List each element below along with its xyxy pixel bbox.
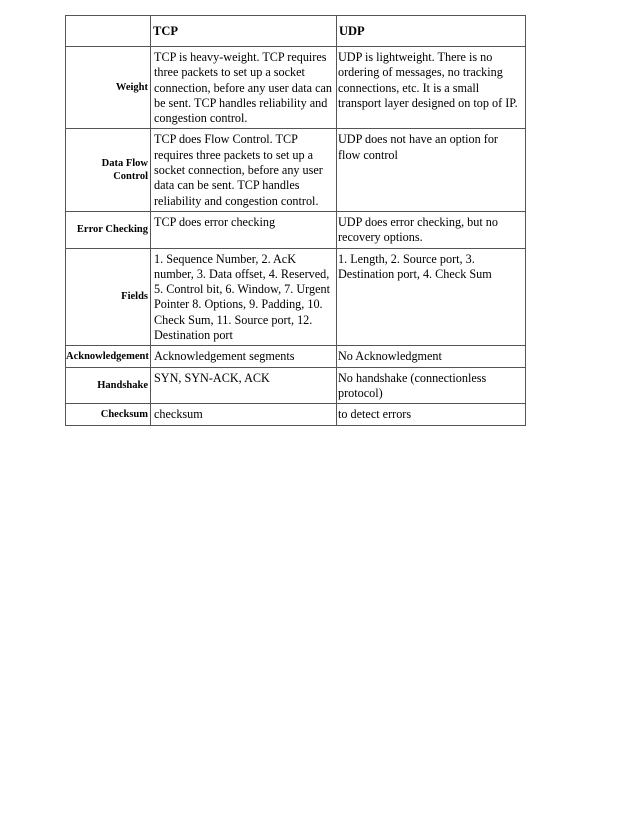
tcp-weight-cell: TCP is heavy-weight. TCP requires three packets to set up a socket connection, before any user data can be sent. TCP handles reliability and congestion control. xyxy=(151,47,337,129)
tcp-checksum-cell: checksum xyxy=(151,404,337,425)
tcp-acknowledgement-cell: Acknowledgement segments xyxy=(151,346,337,367)
table-row xyxy=(66,404,526,425)
table-row xyxy=(66,211,526,248)
udp-weight-cell: UDP is lightweight. There is no ordering of messages, no tracking connections, etc. It is a small transport layer designed on top of IP. xyxy=(337,47,526,129)
tcp-flow-control-cell: TCP does Flow Control. TCP requires three packets to set up a socket connection, before any user data can be sent. TCP handles reliability and congestion control. xyxy=(151,129,337,211)
row-label-weight: Weight xyxy=(66,47,151,129)
row-label-fields: Fields xyxy=(66,248,151,346)
table-row xyxy=(66,47,526,129)
udp-fields-cell: 1. Length, 2. Source port, 3. Destination port, 4. Check Sum xyxy=(337,248,526,346)
udp-error-checking-cell: UDP does error checking, but no recovery options. xyxy=(337,211,526,248)
tcp-udp-comparison-table xyxy=(65,15,526,426)
row-label-error-checking: Error Checking xyxy=(66,211,151,248)
udp-checksum-cell: to detect errors xyxy=(337,404,526,425)
udp-handshake-cell: No handshake (connectionless protocol) xyxy=(337,367,526,404)
row-label-data-flow-control: Data Flow Control xyxy=(66,129,151,211)
table-row xyxy=(66,367,526,404)
tcp-error-checking-cell: TCP does error checking xyxy=(151,211,337,248)
table-row xyxy=(66,248,526,346)
table-row xyxy=(66,346,526,367)
row-label-handshake: Handshake xyxy=(66,367,151,404)
udp-flow-control-cell: UDP does not have an option for flow control xyxy=(337,129,526,211)
row-label-checksum: Checksum xyxy=(66,404,151,425)
header-empty-cell xyxy=(66,16,151,47)
row-label-acknowledgement: Acknowledgement xyxy=(66,346,151,367)
table-header-row xyxy=(66,16,526,47)
table-row xyxy=(66,129,526,211)
tcp-handshake-cell: SYN, SYN-ACK, ACK xyxy=(151,367,337,404)
udp-acknowledgement-cell: No Acknowledgment xyxy=(337,346,526,367)
header-tcp: TCP xyxy=(151,16,337,47)
header-udp: UDP xyxy=(337,16,526,47)
tcp-fields-cell: 1. Sequence Number, 2. AcK number, 3. Data offset, 4. Reserved, 5. Control bit, 6. Window, 7. Urgent Pointer 8. Options, 9. Padding, 10. Check Sum, 11. Source port, 12. Destination port xyxy=(151,248,337,346)
